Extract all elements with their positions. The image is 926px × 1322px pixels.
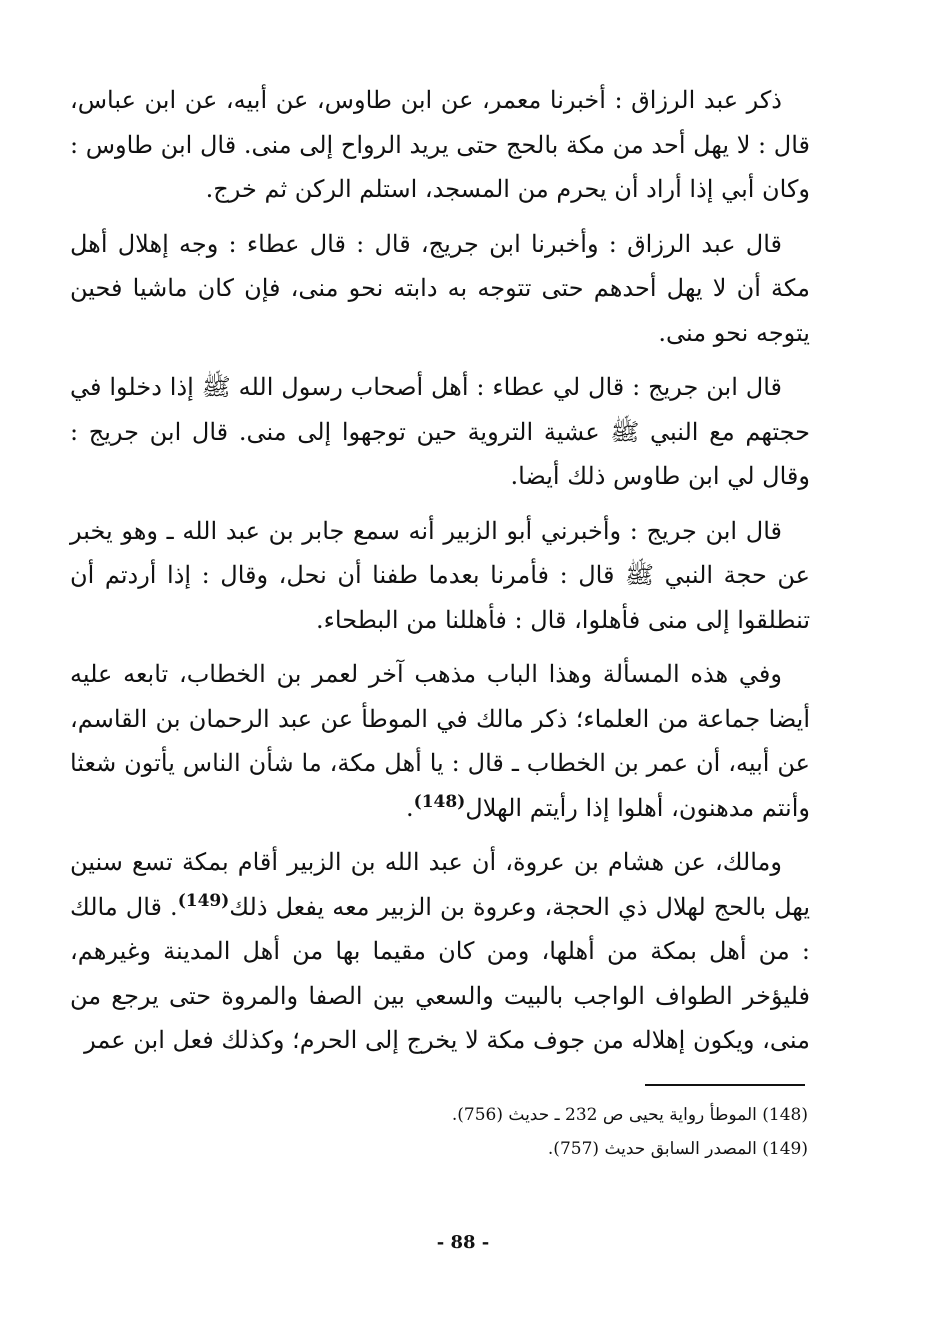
footnote-148: (148) الموطأ رواية يحيى ص 232 ـ حديث (756). <box>451 1105 808 1125</box>
paragraph-2: قال عبد الرزاق : وأخبرنا ابن جريج، قال : قال عطاء : وجه إهلال أهل مكة أن لا يهل أحدهم حتى تتوجه به دابته نحو منى، فإن كان ماشيا فحين يتوجه نحو منى. <box>70 229 810 347</box>
footnotes <box>300 1098 808 1166</box>
paragraph-6-text-before: ومالك، عن هشام بن عروة، أن عبد الله بن الزبير أقام بمكة تسع سنين يهل بالحج لهلال ذي الحجة، وعروة بن الزبير معه يفعل ذلك <box>70 848 810 921</box>
main-text <box>70 78 810 1063</box>
paragraph-4: قال ابن جريج : وأخبرني أبو الزبير أنه سمع جابر بن عبد الله ـ وهو يخبر عن حجة النبي ﷺ قال : فأمرنا بعدما طفنا أن نحل، وقال : إذا أردتم أن تنطلقوا إلى منى فأهلوا، قال : فأهللنا من البطحاء. <box>70 516 810 634</box>
paragraph-3: قال ابن جريج : قال لي عطاء : أهل أصحاب رسول الله ﷺ إذا دخلوا في حجتهم مع النبي ﷺ عشية التروية حين توجهوا إلى منى. قال ابن جريج : وقال لي ابن طاوس ذلك أيضا. <box>70 373 810 490</box>
paragraph-6 <box>70 840 810 1063</box>
paragraph-1: ذكر عبد الرزاق : أخبرنا معمر، عن ابن طاوس، عن أبيه، عن ابن عباس، قال : لا يهل أحد من مكة بالحج حتى يريد الرواح إلى منى. قال ابن طاوس : وكان أبي إذا أراد أن يحرم من المسجد، استلم الركن ثم خرج. <box>70 86 810 203</box>
paragraph-5 <box>70 652 810 830</box>
footnote-separator <box>645 1084 805 1086</box>
footnote-149: (149) المصدر السابق حديث (757). <box>547 1139 808 1159</box>
page-number: - 88 - <box>436 1232 490 1253</box>
paragraph-6-text-after: . قال مالك : من أهل بمكة من أهلها، ومن كان مقيما بها من أهل المدينة وغيرهم، فليؤخر الطواف الواجب بالبيت والسعي بين الصفا والمروة حتى يرجع من منى، ويكون إهلاله من جوف مكة لا يخرج إلى الحرم؛ وكذلك فعل ابن عمر <box>70 892 810 1054</box>
footnote-ref-149[interactable]: (149) <box>177 890 230 911</box>
paragraph-5-text: وفي هذه المسألة وهذا الباب مذهب آخر لعمر بن الخطاب، تابعه عليه أيضا جماعة من العلماء؛ ذكر مالك في الموطأ عن عبد الرحمان بن القاسم، عن أبيه، أن عمر بن الخطاب ـ قال : يا أهل مكة، ما شأن الناس يأتون شعثا وأنتم مدهنون، أهلوا إذا رأيتم الهلال <box>70 660 810 822</box>
footnote-ref-148[interactable]: (148) <box>413 791 466 812</box>
paragraph-5-end: . <box>406 793 414 822</box>
